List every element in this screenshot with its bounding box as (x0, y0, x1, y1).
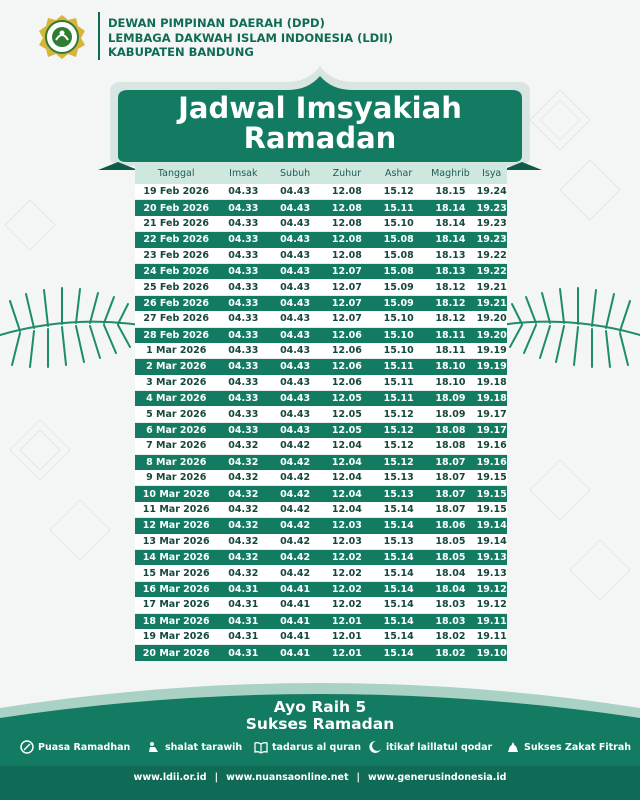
table-cell-zuhur: 12.04 (321, 438, 373, 454)
table-cell-subuh: 04.41 (280, 583, 311, 595)
table-cell-ashar: 15.08 (383, 234, 414, 246)
table-cell-tanggal: 2 Mar 2026 (146, 361, 207, 373)
table-cell-subuh: 04.42 (269, 438, 321, 454)
table-cell-maghrib: 18.14 (425, 216, 477, 232)
table-cell-zuhur: 12.06 (321, 375, 373, 391)
table-row (135, 470, 507, 486)
table-cell-maghrib: 18.13 (425, 248, 477, 264)
table-cell-tanggal: 12 Mar 2026 (142, 520, 210, 532)
table-cell-imsak: 04.33 (217, 343, 269, 359)
table-cell-zuhur: 12.07 (331, 266, 362, 278)
schedule-table-container (135, 163, 507, 661)
table-row (135, 232, 507, 248)
table-cell-subuh: 04.43 (280, 361, 311, 373)
table-cell-tanggal: 22 Feb 2026 (143, 234, 210, 246)
palm-leaf-right (500, 255, 640, 415)
table-cell-isya: 19.16 (476, 456, 507, 468)
table-cell-maghrib: 18.02 (425, 629, 477, 645)
table-cell-tanggal: 20 Mar 2026 (142, 647, 210, 659)
table-cell-subuh: 04.41 (280, 615, 311, 627)
pillar-label: Sukses Zakat Fitrah (524, 741, 632, 753)
table-cell-isya: 19.14 (476, 520, 507, 532)
pillar-label: shalat tarawih (165, 741, 243, 753)
table-cell-zuhur: 12.04 (331, 456, 362, 468)
ldii-logo-icon (38, 14, 86, 60)
table-cell-maghrib: 18.08 (435, 425, 466, 437)
table-cell-zuhur: 12.07 (321, 311, 373, 327)
table-cell-imsak: 04.32 (217, 565, 269, 581)
prayer-icon (147, 740, 161, 754)
table-cell-maghrib: 18.04 (435, 583, 466, 595)
table-cell-tanggal: 7 Mar 2026 (135, 438, 217, 454)
table-cell-isya: 19.18 (476, 375, 507, 391)
table-cell-tanggal: 17 Mar 2026 (135, 597, 217, 613)
table-cell-subuh: 04.42 (269, 534, 321, 550)
table-cell-zuhur: 12.04 (321, 470, 373, 486)
table-cell-zuhur: 12.07 (321, 279, 373, 295)
table-cell-isya: 19.18 (476, 393, 507, 405)
schedule-table (135, 163, 507, 661)
table-cell-maghrib: 18.12 (435, 297, 466, 309)
table-cell-zuhur: 12.02 (331, 552, 362, 564)
table-row (135, 327, 507, 343)
table-cell-imsak: 04.32 (217, 470, 269, 486)
table-row (135, 248, 507, 264)
table-cell-isya: 19.21 (476, 279, 507, 295)
table-cell-imsak: 04.33 (228, 393, 259, 405)
table-cell-ashar: 15.11 (383, 393, 414, 405)
table-cell-zuhur: 12.08 (321, 184, 373, 200)
table-cell-subuh: 04.43 (280, 425, 311, 437)
pillar-puasa (20, 740, 130, 754)
table-cell-subuh: 04.43 (269, 406, 321, 422)
slogan-line-2: Sukses Ramadan (245, 715, 395, 733)
table-row (135, 486, 507, 502)
table-cell-tanggal: 11 Mar 2026 (135, 502, 217, 518)
table-cell-subuh: 04.43 (280, 266, 311, 278)
table-cell-isya: 19.13 (476, 552, 507, 564)
table-row (135, 375, 507, 391)
table-cell-ashar: 15.10 (373, 216, 425, 232)
table-cell-imsak: 04.33 (217, 279, 269, 295)
table-cell-imsak: 04.31 (228, 615, 259, 627)
table-cell-ashar: 15.10 (373, 343, 425, 359)
table-cell-ashar: 15.11 (373, 375, 425, 391)
table-cell-maghrib: 18.09 (435, 393, 466, 405)
table-cell-ashar: 15.14 (373, 565, 425, 581)
table-cell-tanggal: 5 Mar 2026 (135, 406, 217, 422)
table-row (135, 200, 507, 216)
table-cell-subuh: 04.43 (269, 184, 321, 200)
table-cell-maghrib: 18.07 (425, 470, 477, 486)
table-cell-zuhur: 12.01 (331, 615, 362, 627)
pillar-tadarus (254, 740, 361, 754)
table-row (135, 216, 507, 232)
table-cell-ashar: 15.08 (373, 248, 425, 264)
table-row (135, 391, 507, 407)
table-cell-zuhur: 12.06 (331, 361, 362, 373)
table-cell-maghrib: 18.07 (425, 502, 477, 518)
quran-icon (254, 740, 268, 754)
table-cell-ashar: 15.14 (373, 629, 425, 645)
table-cell-imsak: 04.33 (217, 248, 269, 264)
table-cell-imsak: 04.32 (228, 488, 259, 500)
table-cell-maghrib: 18.10 (425, 375, 477, 391)
column-header-imsak: Imsak (229, 168, 258, 179)
itikaf-icon (368, 740, 382, 754)
table-cell-ashar: 15.09 (373, 279, 425, 295)
table-cell-zuhur: 12.08 (321, 216, 373, 232)
table-cell-ashar: 15.10 (373, 311, 425, 327)
table-cell-tanggal: 28 Feb 2026 (143, 329, 210, 341)
pillar-label: itikaf laillatul qodar (386, 741, 493, 753)
table-cell-maghrib: 18.11 (425, 343, 477, 359)
table-cell-subuh: 04.43 (280, 234, 311, 246)
column-header-ashar: Ashar (385, 168, 413, 179)
column-header-tanggal: Tanggal (157, 168, 195, 179)
table-row (135, 518, 507, 534)
table-cell-subuh: 04.43 (280, 297, 311, 309)
table-row (135, 645, 507, 661)
table-cell-maghrib: 18.07 (435, 488, 466, 500)
table-cell-ashar: 15.12 (383, 456, 414, 468)
table-cell-imsak: 04.33 (217, 216, 269, 232)
table-cell-subuh: 04.42 (280, 456, 311, 468)
table-cell-maghrib: 18.04 (425, 565, 477, 581)
table-cell-ashar: 15.14 (383, 615, 414, 627)
table-cell-subuh: 04.41 (269, 597, 321, 613)
table-cell-subuh: 04.43 (269, 375, 321, 391)
table-cell-imsak: 04.32 (217, 534, 269, 550)
table-cell-isya: 19.14 (476, 534, 507, 550)
table-cell-tanggal: 25 Feb 2026 (135, 279, 217, 295)
table-cell-tanggal: 6 Mar 2026 (146, 425, 207, 437)
table-cell-tanggal: 26 Feb 2026 (143, 297, 210, 309)
table-cell-imsak: 04.33 (217, 311, 269, 327)
table-cell-isya: 19.12 (476, 597, 507, 613)
table-cell-isya: 19.22 (476, 266, 507, 278)
table-cell-zuhur: 12.02 (321, 565, 373, 581)
table-cell-maghrib: 18.03 (435, 615, 466, 627)
table-cell-isya: 19.21 (476, 297, 507, 309)
link-separator: | (356, 772, 361, 783)
table-cell-isya: 19.11 (476, 615, 507, 627)
table-cell-ashar: 15.12 (373, 184, 425, 200)
table-cell-isya: 19.10 (476, 647, 507, 659)
table-cell-maghrib: 18.08 (425, 438, 477, 454)
link-generusindonesia[interactable]: www.generusindonesia.id (368, 772, 507, 783)
table-row (135, 502, 507, 518)
table-cell-isya: 19.20 (476, 311, 507, 327)
column-header-subuh: Subuh (280, 168, 311, 179)
table-cell-ashar: 15.13 (373, 470, 425, 486)
table-cell-ashar: 15.08 (383, 266, 414, 278)
table-cell-ashar: 15.11 (383, 202, 414, 214)
table-cell-subuh: 04.43 (269, 248, 321, 264)
header-divider (98, 12, 100, 60)
table-cell-ashar: 15.09 (383, 297, 414, 309)
table-cell-subuh: 04.43 (269, 311, 321, 327)
table-cell-imsak: 04.33 (228, 329, 259, 341)
table-cell-subuh: 04.42 (280, 552, 311, 564)
table-cell-tanggal: 1 Mar 2026 (135, 343, 217, 359)
table-row (135, 263, 507, 279)
table-cell-subuh: 04.43 (280, 393, 311, 405)
table-row (135, 549, 507, 565)
table-cell-imsak: 04.33 (228, 266, 259, 278)
table-cell-isya: 19.15 (476, 470, 507, 486)
table-cell-zuhur: 12.08 (331, 202, 362, 214)
table-row (135, 422, 507, 438)
table-cell-maghrib: 18.13 (435, 266, 466, 278)
table-cell-subuh: 04.42 (280, 488, 311, 500)
fasting-icon (20, 740, 34, 754)
pillar-label: tadarus al quran (272, 741, 361, 753)
table-cell-isya: 19.23 (476, 216, 507, 232)
table-row (135, 406, 507, 422)
table-cell-tanggal: 10 Mar 2026 (142, 488, 210, 500)
table-cell-ashar: 15.12 (373, 406, 425, 422)
table-row (135, 279, 507, 295)
table-cell-subuh: 04.42 (269, 502, 321, 518)
table-cell-imsak: 04.33 (217, 406, 269, 422)
table-cell-tanggal: 27 Feb 2026 (135, 311, 217, 327)
table-row (135, 597, 507, 613)
table-row (135, 534, 507, 550)
table-cell-ashar: 15.12 (383, 425, 414, 437)
table-cell-subuh: 04.43 (280, 329, 311, 341)
table-cell-tanggal: 8 Mar 2026 (146, 456, 207, 468)
table-cell-zuhur: 12.01 (331, 647, 362, 659)
table-cell-tanggal: 15 Mar 2026 (135, 565, 217, 581)
table-cell-maghrib: 18.14 (435, 202, 466, 214)
table-cell-ashar: 15.11 (383, 361, 414, 373)
link-ldii[interactable]: www.ldii.or.id (133, 772, 207, 783)
table-cell-zuhur: 12.08 (331, 234, 362, 246)
table-cell-subuh: 04.43 (269, 343, 321, 359)
table-cell-subuh: 04.41 (280, 647, 311, 659)
table-cell-zuhur: 12.03 (331, 520, 362, 532)
table-cell-isya: 19.19 (476, 361, 507, 373)
table-cell-zuhur: 12.02 (331, 583, 362, 595)
table-row (135, 359, 507, 375)
table-cell-isya: 19.11 (476, 629, 507, 645)
table-cell-maghrib: 18.07 (435, 456, 466, 468)
table-cell-isya: 19.12 (476, 583, 507, 595)
table-cell-imsak: 04.31 (217, 597, 269, 613)
org-line-2: LEMBAGA DAKWAH ISLAM INDONESIA (LDII) (108, 30, 394, 45)
table-cell-tanggal: 9 Mar 2026 (135, 470, 217, 486)
table-cell-maghrib: 18.12 (425, 279, 477, 295)
table-row (135, 438, 507, 454)
table-row (135, 343, 507, 359)
table-cell-zuhur: 12.07 (331, 297, 362, 309)
table-cell-imsak: 04.33 (228, 202, 259, 214)
table-cell-isya: 19.24 (476, 184, 507, 200)
slogan-line-1: Ayo Raih 5 (273, 698, 367, 716)
table-cell-imsak: 04.33 (228, 234, 259, 246)
table-cell-ashar: 15.14 (383, 647, 414, 659)
table-cell-ashar: 15.14 (383, 552, 414, 564)
table-cell-imsak: 04.33 (217, 184, 269, 200)
pillar-itikaf (368, 740, 492, 754)
table-row (135, 629, 507, 645)
org-line-1: DEWAN PIMPINAN DAERAH (DPD) (108, 16, 325, 30)
table-row (135, 184, 507, 200)
table-cell-subuh: 04.42 (280, 520, 311, 532)
table-cell-tanggal: 20 Feb 2026 (143, 202, 210, 214)
table-cell-imsak: 04.32 (217, 502, 269, 518)
table-cell-zuhur: 12.04 (331, 488, 362, 500)
table-cell-ashar: 15.13 (383, 488, 414, 500)
table-body (135, 184, 507, 661)
table-cell-imsak: 04.32 (228, 552, 259, 564)
table-cell-subuh: 04.43 (269, 216, 321, 232)
table-cell-maghrib: 18.10 (435, 361, 466, 373)
table-cell-ashar: 15.10 (383, 329, 414, 341)
table-cell-tanggal: 3 Mar 2026 (135, 375, 217, 391)
table-cell-imsak: 04.33 (228, 361, 259, 373)
pillar-zakat (506, 740, 631, 754)
pillar-tarawih (147, 740, 242, 754)
table-cell-tanggal: 19 Mar 2026 (135, 629, 217, 645)
table-cell-subuh: 04.42 (269, 470, 321, 486)
table-cell-maghrib: 18.03 (425, 597, 477, 613)
table-cell-isya: 19.16 (476, 438, 507, 454)
footer (0, 668, 640, 800)
table-cell-zuhur: 12.05 (331, 425, 362, 437)
table-cell-tanggal: 24 Feb 2026 (143, 266, 210, 278)
table-cell-tanggal: 23 Feb 2026 (135, 248, 217, 264)
header (0, 0, 640, 70)
table-cell-subuh: 04.43 (280, 202, 311, 214)
table-cell-maghrib: 18.09 (425, 406, 477, 422)
table-cell-tanggal: 16 Mar 2026 (142, 583, 210, 595)
table-cell-zuhur: 12.04 (321, 502, 373, 518)
table-cell-ashar: 15.14 (373, 597, 425, 613)
table-row (135, 613, 507, 629)
table-cell-tanggal: 14 Mar 2026 (142, 552, 210, 564)
table-cell-ashar: 15.14 (383, 583, 414, 595)
table-cell-imsak: 04.31 (228, 647, 259, 659)
table-cell-imsak: 04.31 (228, 583, 259, 595)
table-cell-isya: 19.22 (476, 248, 507, 264)
table-row (135, 295, 507, 311)
table-cell-isya: 19.19 (476, 343, 507, 359)
table-cell-isya: 19.17 (476, 406, 507, 422)
table-cell-imsak: 04.32 (217, 438, 269, 454)
zakat-icon (506, 740, 520, 754)
table-cell-maghrib: 18.14 (435, 234, 466, 246)
table-cell-zuhur: 12.06 (321, 343, 373, 359)
table-row (135, 565, 507, 581)
table-cell-zuhur: 12.05 (331, 393, 362, 405)
table-cell-maghrib: 18.15 (425, 184, 477, 200)
table-cell-tanggal: 4 Mar 2026 (146, 393, 207, 405)
table-cell-zuhur: 12.05 (321, 406, 373, 422)
table-header-row (135, 163, 507, 184)
table-cell-zuhur: 12.01 (321, 629, 373, 645)
table-cell-maghrib: 18.05 (425, 534, 477, 550)
table-row (135, 311, 507, 327)
column-header-isya: Isya (482, 168, 502, 179)
link-nuansaonline[interactable]: www.nuansaonline.net (226, 772, 349, 783)
table-cell-isya: 19.13 (476, 565, 507, 581)
table-cell-isya: 19.20 (476, 329, 507, 341)
table-cell-ashar: 15.14 (383, 520, 414, 532)
column-header-zuhur: Zuhur (332, 168, 362, 179)
table-cell-imsak: 04.32 (228, 520, 259, 532)
table-cell-zuhur: 12.02 (321, 597, 373, 613)
table-cell-zuhur: 12.06 (331, 329, 362, 341)
table-cell-ashar: 15.14 (373, 502, 425, 518)
table-cell-tanggal: 13 Mar 2026 (135, 534, 217, 550)
column-header-maghrib: Maghrib (431, 168, 470, 179)
table-cell-imsak: 04.31 (217, 629, 269, 645)
table-cell-tanggal: 18 Mar 2026 (142, 615, 210, 627)
table-cell-maghrib: 18.12 (425, 311, 477, 327)
table-cell-zuhur: 12.03 (321, 534, 373, 550)
footer-links (0, 772, 640, 783)
table-cell-ashar: 15.13 (373, 534, 425, 550)
table-cell-zuhur: 12.08 (321, 248, 373, 264)
table-cell-maghrib: 18.05 (435, 552, 466, 564)
table-cell-imsak: 04.33 (228, 425, 259, 437)
table-cell-tanggal: 19 Feb 2026 (135, 184, 217, 200)
table-cell-maghrib: 18.11 (435, 329, 466, 341)
table-cell-tanggal: 21 Feb 2026 (135, 216, 217, 232)
table-cell-maghrib: 18.06 (435, 520, 466, 532)
organization-name (108, 16, 393, 60)
ramadan-pillars (0, 740, 640, 758)
table-cell-imsak: 04.32 (228, 456, 259, 468)
pillar-label: Puasa Ramadhan (38, 741, 131, 753)
table-cell-isya: 19.23 (476, 202, 507, 214)
table-cell-isya: 19.17 (476, 425, 507, 437)
table-cell-imsak: 04.33 (217, 375, 269, 391)
table-cell-isya: 19.15 (476, 488, 507, 500)
table-cell-subuh: 04.43 (269, 279, 321, 295)
link-separator: | (214, 772, 219, 783)
table-cell-isya: 19.15 (476, 502, 507, 518)
org-line-3: KABUPATEN BANDUNG (108, 45, 254, 59)
table-cell-ashar: 15.12 (373, 438, 425, 454)
table-cell-subuh: 04.41 (269, 629, 321, 645)
title-line-2: Ramadan (243, 121, 397, 155)
table-row (135, 581, 507, 597)
title-line-1: Jadwal Imsyakiah (178, 91, 462, 125)
table-cell-maghrib: 18.02 (435, 647, 466, 659)
table-row (135, 454, 507, 470)
table-cell-isya: 19.23 (476, 234, 507, 246)
palm-leaf-left (0, 255, 140, 415)
table-cell-subuh: 04.42 (269, 565, 321, 581)
table-cell-imsak: 04.33 (228, 297, 259, 309)
